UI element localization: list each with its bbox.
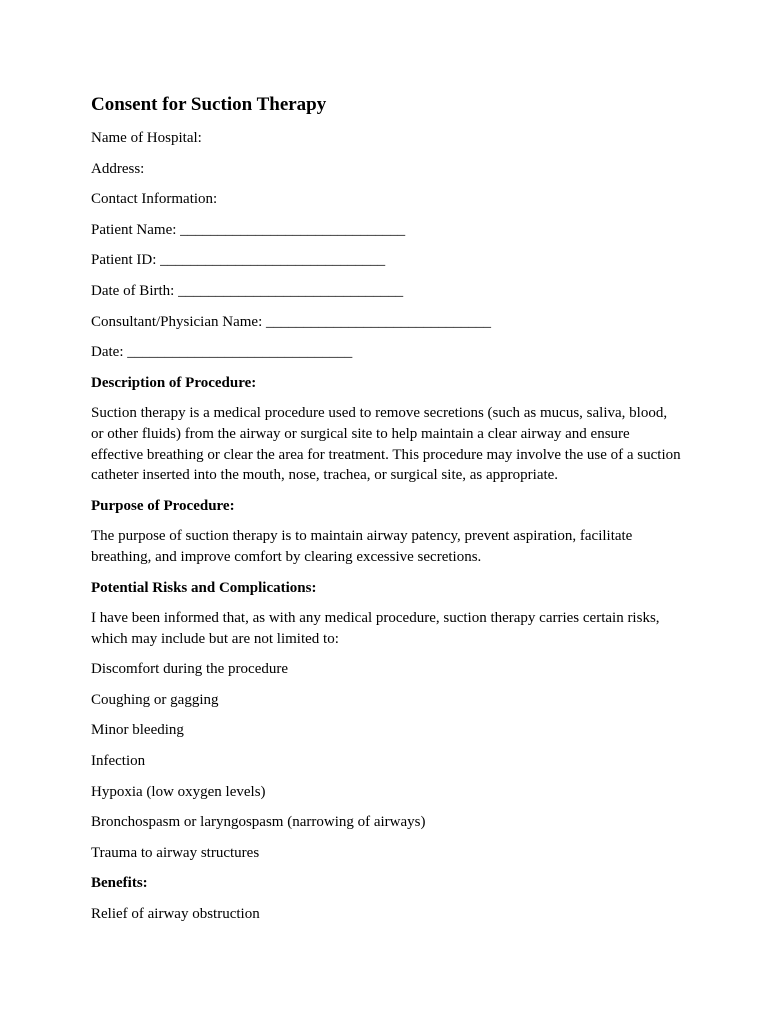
patient-name-field: [91, 220, 681, 241]
patient-id-label: Patient ID:: [91, 252, 157, 269]
dob-field: [91, 281, 681, 302]
consultant-label: Consultant/Physician Name:: [91, 313, 263, 330]
dob-label: Date of Birth:: [91, 282, 175, 299]
description-heading: Description of Procedure:: [91, 374, 257, 391]
risk-item: Bronchospasm or laryngospasm (narrowing of airways): [91, 814, 426, 831]
patient-name-blank[interactable]: ______________________________: [180, 221, 406, 238]
risk-item: Minor bleeding: [91, 722, 184, 739]
hospital-contact-label: Contact Information:: [91, 191, 218, 208]
patient-id-blank[interactable]: ______________________________: [160, 252, 386, 269]
consent-document: [91, 93, 681, 935]
benefit-item: Relief of airway obstruction: [91, 906, 260, 923]
risk-item: Coughing or gagging: [91, 691, 219, 708]
description-text: Suction therapy is a medical procedure used to remove secretions (such as mucus, saliva, blood, or other fluids) from the airway or surgical site to help maintain a clear airway and ensure effective breathing or clear the area for treatment. This procedure may involve the use of a suction catheter inserted into the mouth, nose, trachea, or surgical site, as appropriate.: [91, 405, 681, 484]
date-field: [91, 342, 681, 363]
risk-item: Trauma to airway structures: [91, 844, 260, 861]
document-title: Consent for Suction Therapy: [91, 94, 327, 115]
purpose-heading: Purpose of Procedure:: [91, 497, 235, 514]
purpose-text: The purpose of suction therapy is to maintain airway patency, prevent aspiration, facilitate breathing, and improve comfort by clearing excessive secretions.: [91, 528, 633, 565]
patient-id-field: [91, 250, 681, 271]
date-blank[interactable]: ______________________________: [127, 344, 353, 361]
risk-item: Hypoxia (low oxygen levels): [91, 783, 266, 800]
consultant-field: [91, 312, 681, 333]
benefits-heading: Benefits:: [91, 875, 148, 892]
hospital-name-label: Name of Hospital:: [91, 130, 202, 146]
hospital-address-label: Address:: [91, 160, 145, 177]
patient-name-label: Patient Name:: [91, 221, 177, 238]
risks-intro: I have been informed that, as with any medical procedure, suction therapy carries certain risks, which may include but are not limited to:: [91, 610, 660, 647]
risk-item: Discomfort during the procedure: [91, 661, 289, 678]
consultant-blank[interactable]: ______________________________: [265, 313, 491, 330]
risks-heading: Potential Risks and Complications:: [91, 579, 317, 596]
dob-blank[interactable]: ______________________________: [178, 282, 404, 299]
date-label: Date:: [91, 344, 124, 361]
risk-item: Infection: [91, 753, 146, 770]
